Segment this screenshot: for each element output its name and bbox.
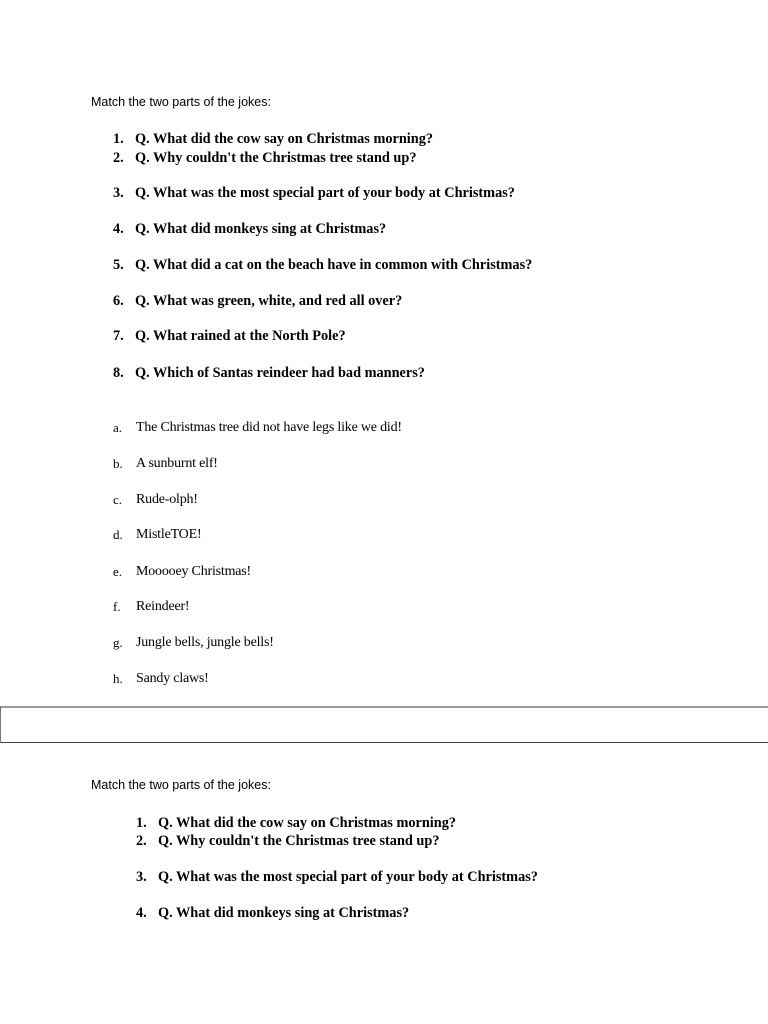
answer-text: Rude-olph! — [136, 492, 198, 507]
question-text: Q. What did a cat on the beach have in common with Christmas? — [135, 257, 533, 273]
answer-letter: h. — [113, 671, 123, 686]
question-text: Q. Why couldn't the Christmas tree stand up? — [135, 150, 417, 166]
question-number: 5. — [113, 257, 124, 273]
question-number: 2. — [136, 833, 147, 849]
answer-text: Jungle bells, jungle bells! — [136, 635, 274, 650]
answer-text: The Christmas tree did not have legs like we did! — [136, 420, 402, 435]
question-text: Q. What did monkeys sing at Christmas? — [158, 905, 410, 921]
question-number: 1. — [113, 131, 124, 147]
question-number: 4. — [113, 221, 124, 237]
answer-text: Sandy claws! — [136, 671, 209, 686]
question-number: 3. — [136, 869, 147, 885]
question-text: Q. What was the most special part of your body at Christmas? — [158, 869, 538, 885]
question-text: Q. What was the most special part of your body at Christmas? — [135, 185, 515, 201]
question-number: 7. — [113, 328, 124, 344]
page-separator — [0, 706, 768, 743]
question-text: Q. Which of Santas reindeer had bad manners? — [135, 365, 425, 381]
question-number: 8. — [113, 365, 124, 381]
answer-letter: e. — [113, 564, 123, 579]
question-text: Q. What did the cow say on Christmas morning? — [135, 131, 434, 147]
page-heading: Match the two parts of the jokes: — [91, 95, 271, 109]
question-text: Q. What rained at the North Pole? — [135, 328, 346, 344]
answer-letter: d. — [113, 527, 123, 542]
answer-letter: b. — [113, 456, 123, 471]
answer-letter: c. — [113, 492, 123, 507]
answer-letter: g. — [113, 635, 123, 650]
question-text: Q. What did the cow say on Christmas morning? — [158, 815, 457, 831]
question-text: Q. What did monkeys sing at Christmas? — [135, 221, 387, 237]
question-text: Q. What was green, white, and red all over? — [135, 293, 403, 309]
answer-text: MistleTOE! — [136, 527, 202, 542]
document-page-2 — [0, 744, 768, 1024]
answer-letter: f. — [113, 599, 121, 614]
question-number: 2. — [113, 150, 124, 166]
question-number: 6. — [113, 293, 124, 309]
answer-text: A sunburnt elf! — [136, 456, 218, 471]
answer-text: Reindeer! — [136, 599, 190, 614]
question-number: 3. — [113, 185, 124, 201]
answer-text: Mooooey Christmas! — [136, 564, 252, 579]
question-text: Q. Why couldn't the Christmas tree stand up? — [158, 833, 440, 849]
answer-letter: a. — [113, 420, 123, 435]
question-number: 4. — [136, 905, 147, 921]
question-number: 1. — [136, 815, 147, 831]
page-heading: Match the two parts of the jokes: — [91, 778, 271, 792]
page-separator-edge — [0, 706, 1, 743]
